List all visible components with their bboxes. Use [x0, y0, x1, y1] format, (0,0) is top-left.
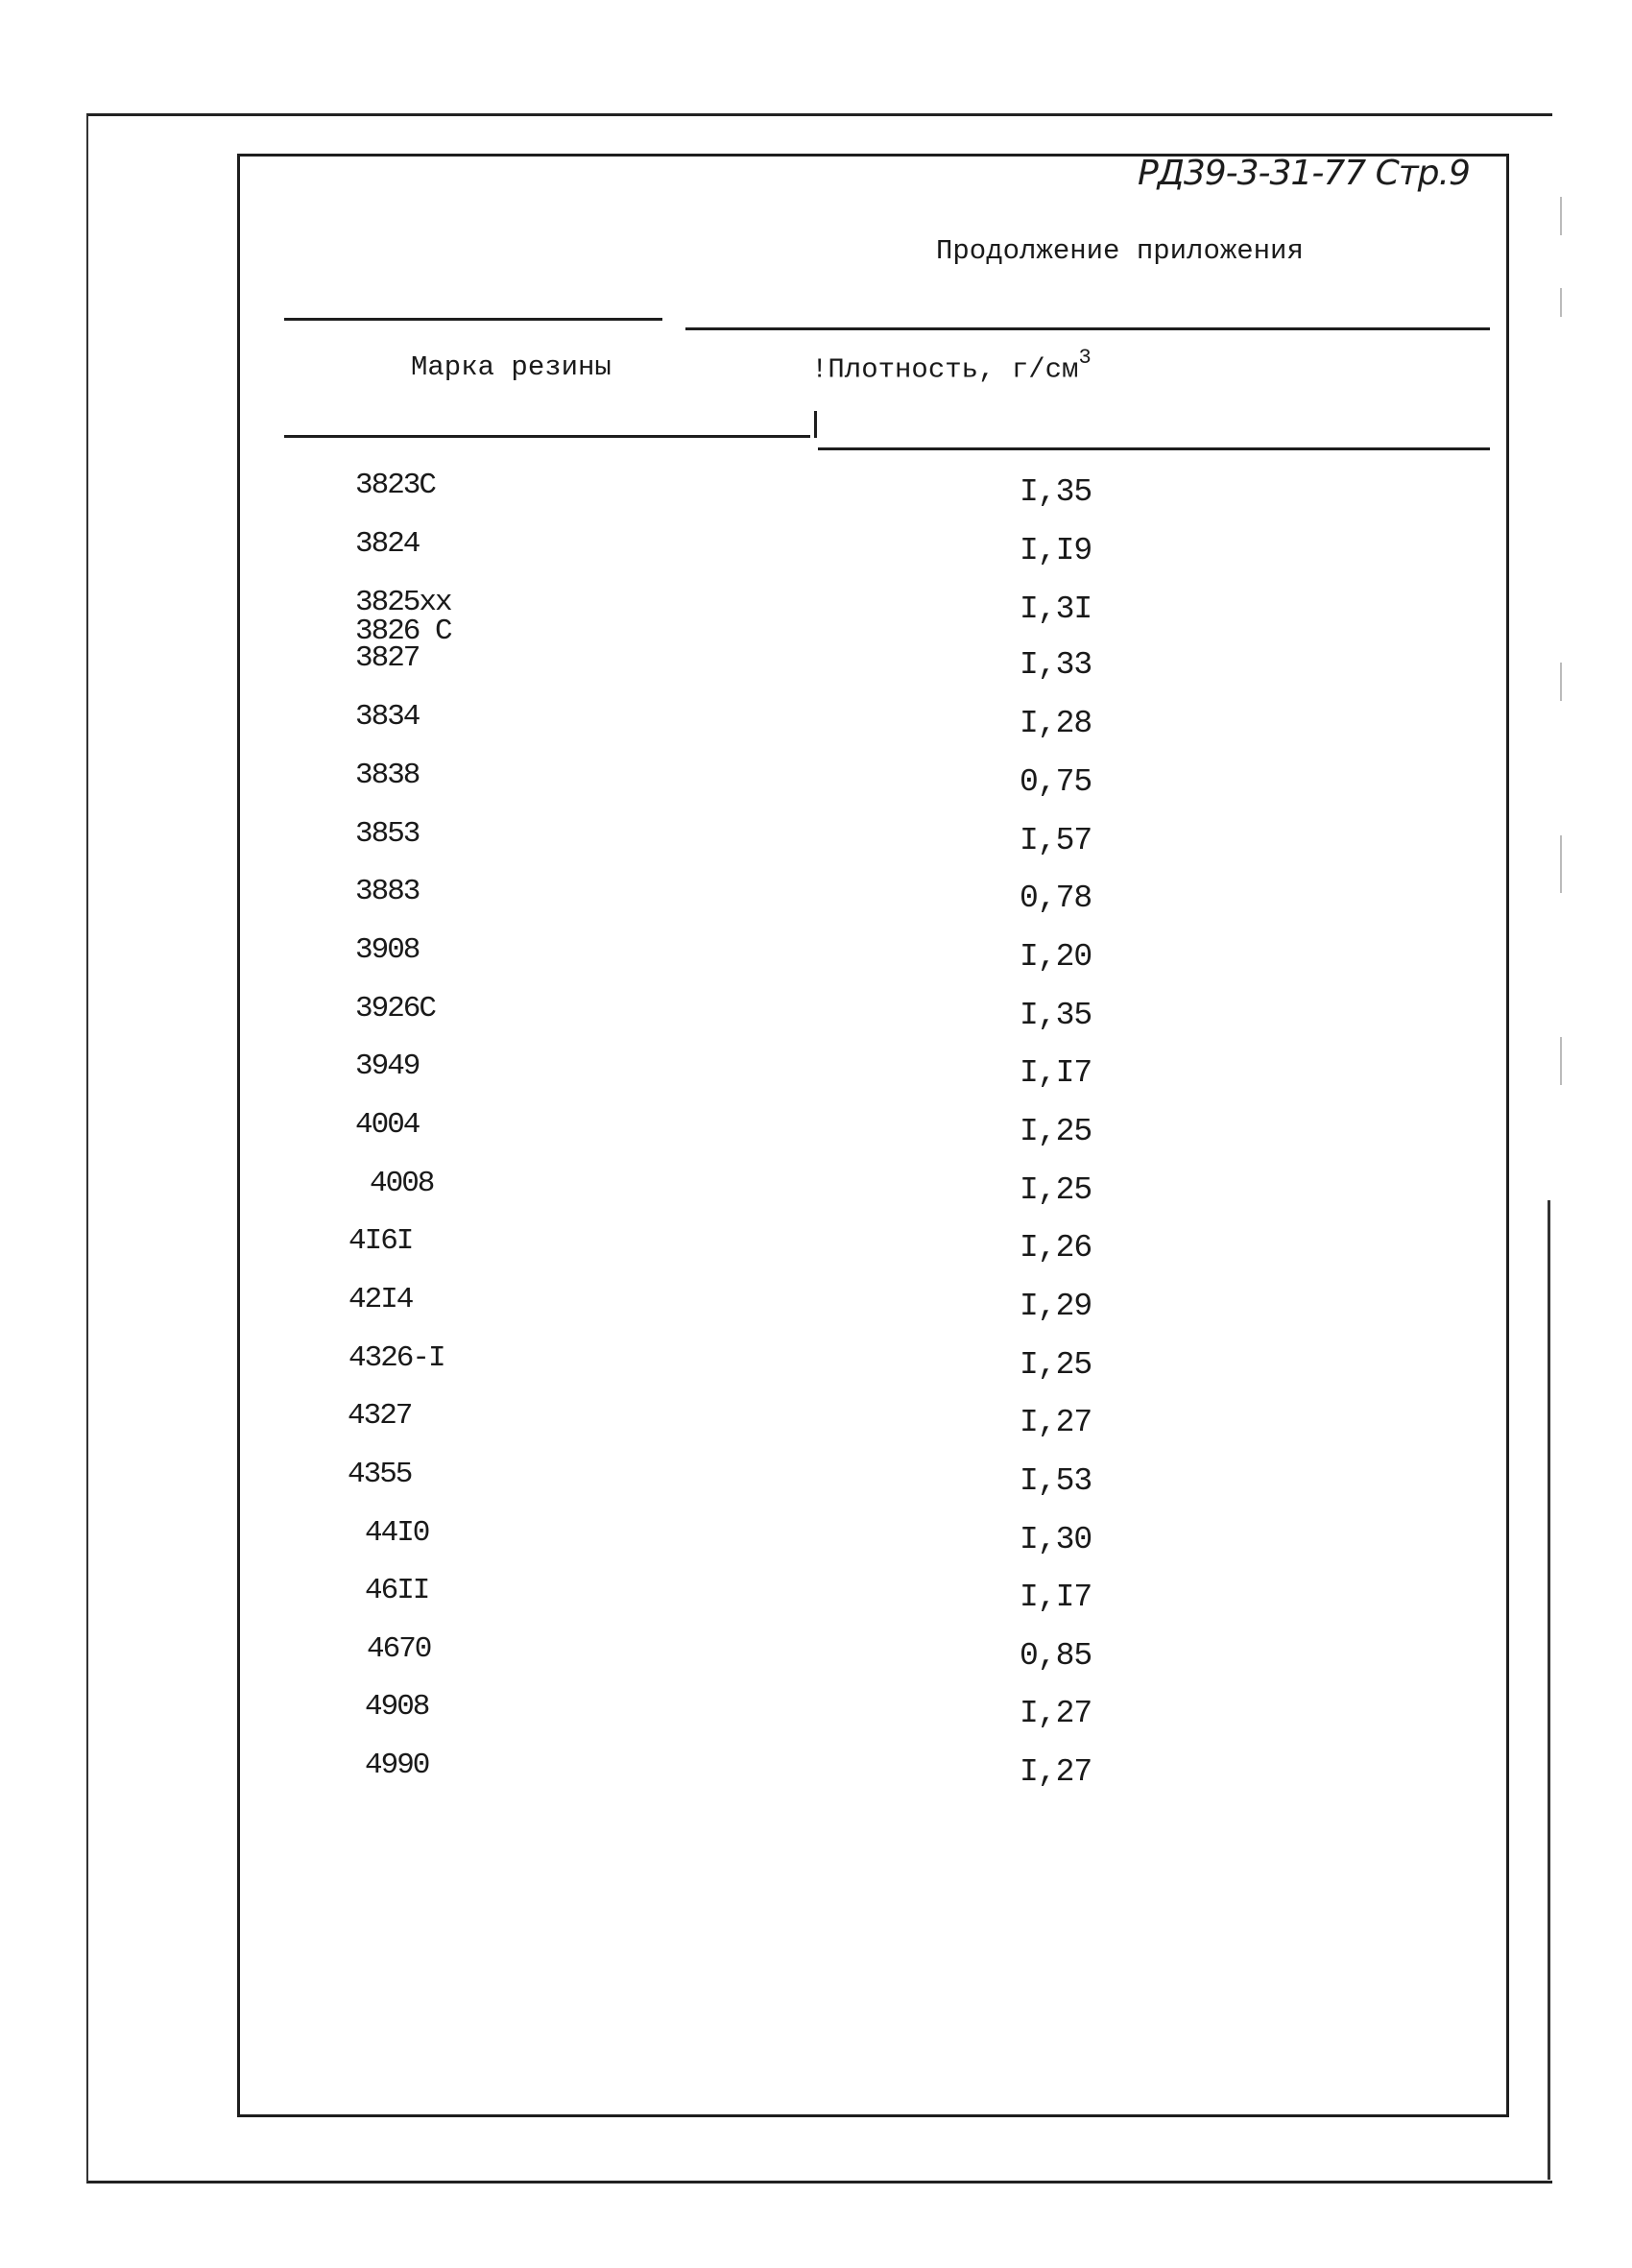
density-value: I,I7	[1020, 1580, 1092, 1615]
rubber-mark: 3834	[355, 700, 420, 734]
rubber-mark: 4326-I	[348, 1341, 444, 1375]
density-value: I,28	[1020, 706, 1092, 741]
scan-speck	[1560, 197, 1562, 235]
rubber-mark: 4004	[355, 1108, 420, 1142]
table-row	[0, 1690, 1632, 1748]
column-header-density-label: !Плотность, г/см	[811, 353, 1079, 386]
density-value: I,35	[1020, 998, 1092, 1033]
scan-speck	[1560, 288, 1562, 317]
column-header-density	[811, 346, 1092, 386]
rubber-mark: 4008	[370, 1167, 434, 1200]
table-row	[0, 817, 1632, 875]
continuation-heading: Продолжение приложения	[936, 235, 1304, 267]
density-value: I,20	[1020, 939, 1092, 975]
rubber-mark: 3949	[355, 1050, 420, 1083]
table-row	[0, 1341, 1632, 1399]
density-value: I,29	[1020, 1289, 1092, 1324]
table-row	[0, 700, 1632, 758]
table-row	[0, 586, 1632, 643]
rubber-mark: 4327	[348, 1399, 412, 1433]
density-value: I,30	[1020, 1522, 1092, 1557]
density-value: I,25	[1020, 1172, 1092, 1208]
document-code: РД39-3-31-77 Стр.9	[1138, 154, 1470, 193]
rubber-mark: 44I0	[365, 1516, 429, 1550]
density-value: I,25	[1020, 1114, 1092, 1149]
scan-speck	[1560, 1037, 1562, 1085]
density-value: 0,75	[1020, 764, 1092, 800]
density-value: I,57	[1020, 823, 1092, 858]
density-value: I,53	[1020, 1463, 1092, 1499]
table-row	[0, 1458, 1632, 1515]
overprinted-mark: 3826 С	[355, 615, 451, 648]
table-row	[0, 1632, 1632, 1690]
table-top-rule-right	[685, 327, 1490, 330]
table-row	[0, 875, 1632, 932]
scan-speck	[1560, 663, 1562, 701]
density-value: I,26	[1020, 1230, 1092, 1266]
table-row	[0, 992, 1632, 1050]
rubber-mark: 3838	[355, 759, 420, 792]
rubber-mark: 4I6I	[348, 1224, 413, 1258]
density-value: I,27	[1020, 1405, 1092, 1440]
rubber-mark: 3825хх	[355, 586, 451, 619]
rubber-mark: 42I4	[348, 1283, 413, 1316]
table-row	[0, 759, 1632, 816]
rubber-mark: 3926С	[355, 992, 436, 1025]
density-value: 0,78	[1020, 881, 1092, 916]
table-row	[0, 1283, 1632, 1340]
density-exponent: 3	[1078, 346, 1092, 370]
rubber-mark: 3823С	[355, 469, 436, 502]
table-row	[0, 1167, 1632, 1224]
rubber-mark: 3853	[355, 817, 420, 851]
density-value: 0,85	[1020, 1638, 1092, 1674]
table-row	[0, 933, 1632, 991]
rubber-mark: 4908	[365, 1690, 429, 1724]
table-row	[0, 527, 1632, 585]
table-row	[0, 1224, 1632, 1282]
rubber-mark: 4670	[367, 1632, 431, 1666]
rubber-mark: 3883	[355, 875, 420, 908]
density-value: I,33	[1020, 647, 1092, 683]
table-row	[0, 1108, 1632, 1166]
density-value: I,25	[1020, 1347, 1092, 1383]
table-row	[0, 1050, 1632, 1107]
table-row	[0, 1399, 1632, 1457]
rubber-mark: 4355	[348, 1458, 412, 1491]
table-top-rule-left	[284, 318, 662, 321]
rubber-mark: 3908	[355, 933, 420, 967]
header-bottom-rule-right	[818, 447, 1490, 450]
density-value: I,3I	[1020, 591, 1092, 627]
density-value: I,27	[1020, 1696, 1092, 1731]
table-row	[0, 1749, 1632, 1806]
column-header-mark: Марка резины	[411, 351, 612, 383]
table-row	[0, 1574, 1632, 1631]
column-separator-tick	[814, 411, 817, 438]
rubber-mark: 46II	[365, 1574, 429, 1607]
density-value: I,I9	[1020, 533, 1092, 568]
header-bottom-rule-left	[284, 435, 810, 438]
table-row	[0, 1516, 1632, 1574]
density-value: I,I7	[1020, 1055, 1092, 1091]
rubber-mark: 3824	[355, 527, 420, 561]
table-row	[0, 469, 1632, 526]
rubber-mark: 4990	[365, 1749, 429, 1782]
density-value: I,35	[1020, 474, 1092, 510]
table-row	[0, 641, 1632, 699]
rubber-mark: 3827	[355, 641, 420, 675]
scan-speck	[1560, 835, 1562, 893]
density-value: I,27	[1020, 1754, 1092, 1790]
